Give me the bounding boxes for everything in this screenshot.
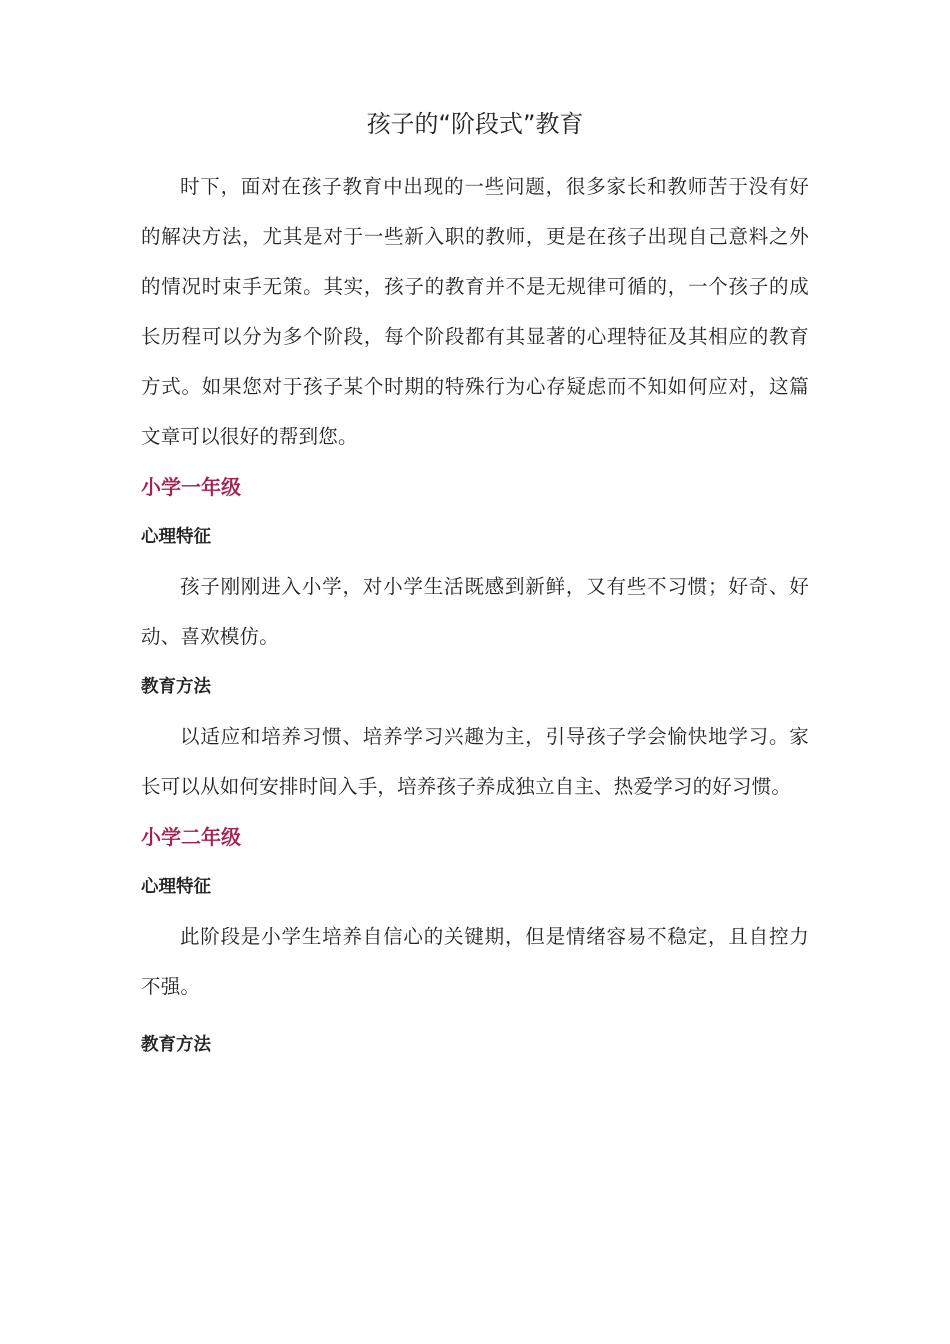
section-heading-grade-2: 小学二年级: [141, 825, 241, 849]
psych-features-text: 此阶段是小学生培养自信心的关键期，但是情绪容易不稳定，且自控力不强。: [141, 925, 809, 998]
intro-paragraph: 时下，面对在孩子教育中出现的一些问题，很多家长和教师苦于没有好的解决方法，尤其是对于一些新入职的教师，更是在孩子出现自己意料之外的情况时束手无策。其实，孩子的教育并不是无规律可循的，一个孩子的成长历程可以分为多个阶段，每个阶段都有其显著的心理特征及其相应的教育方式。如果您对于孩子某个时期的特殊行为心存疑虑而不知如何应对，这篇文章可以很好的帮到您。: [141, 175, 809, 448]
education-method-text: 以适应和培养习惯、培养学习兴趣为主，引导孩子学会愉快地学习。家长可以从如何安排时间入手，培养孩子养成独立自主、热爱学习的好习惯。: [141, 725, 809, 798]
education-method-label: 教育方法: [141, 1035, 211, 1055]
section-heading-grade-1: 小学一年级: [141, 475, 241, 499]
psych-features-label: 心理特征: [141, 527, 211, 547]
document-title: 孩子的“阶段式”教育: [366, 110, 584, 138]
psych-features-text: 孩子刚刚进入小学，对小学生活既感到新鲜，又有些不习惯；好奇、好动、喜欢模仿。: [141, 575, 809, 648]
psych-features-label: 心理特征: [141, 877, 211, 897]
document-body: [141, 162, 809, 1070]
education-method-label: 教育方法: [141, 677, 211, 697]
